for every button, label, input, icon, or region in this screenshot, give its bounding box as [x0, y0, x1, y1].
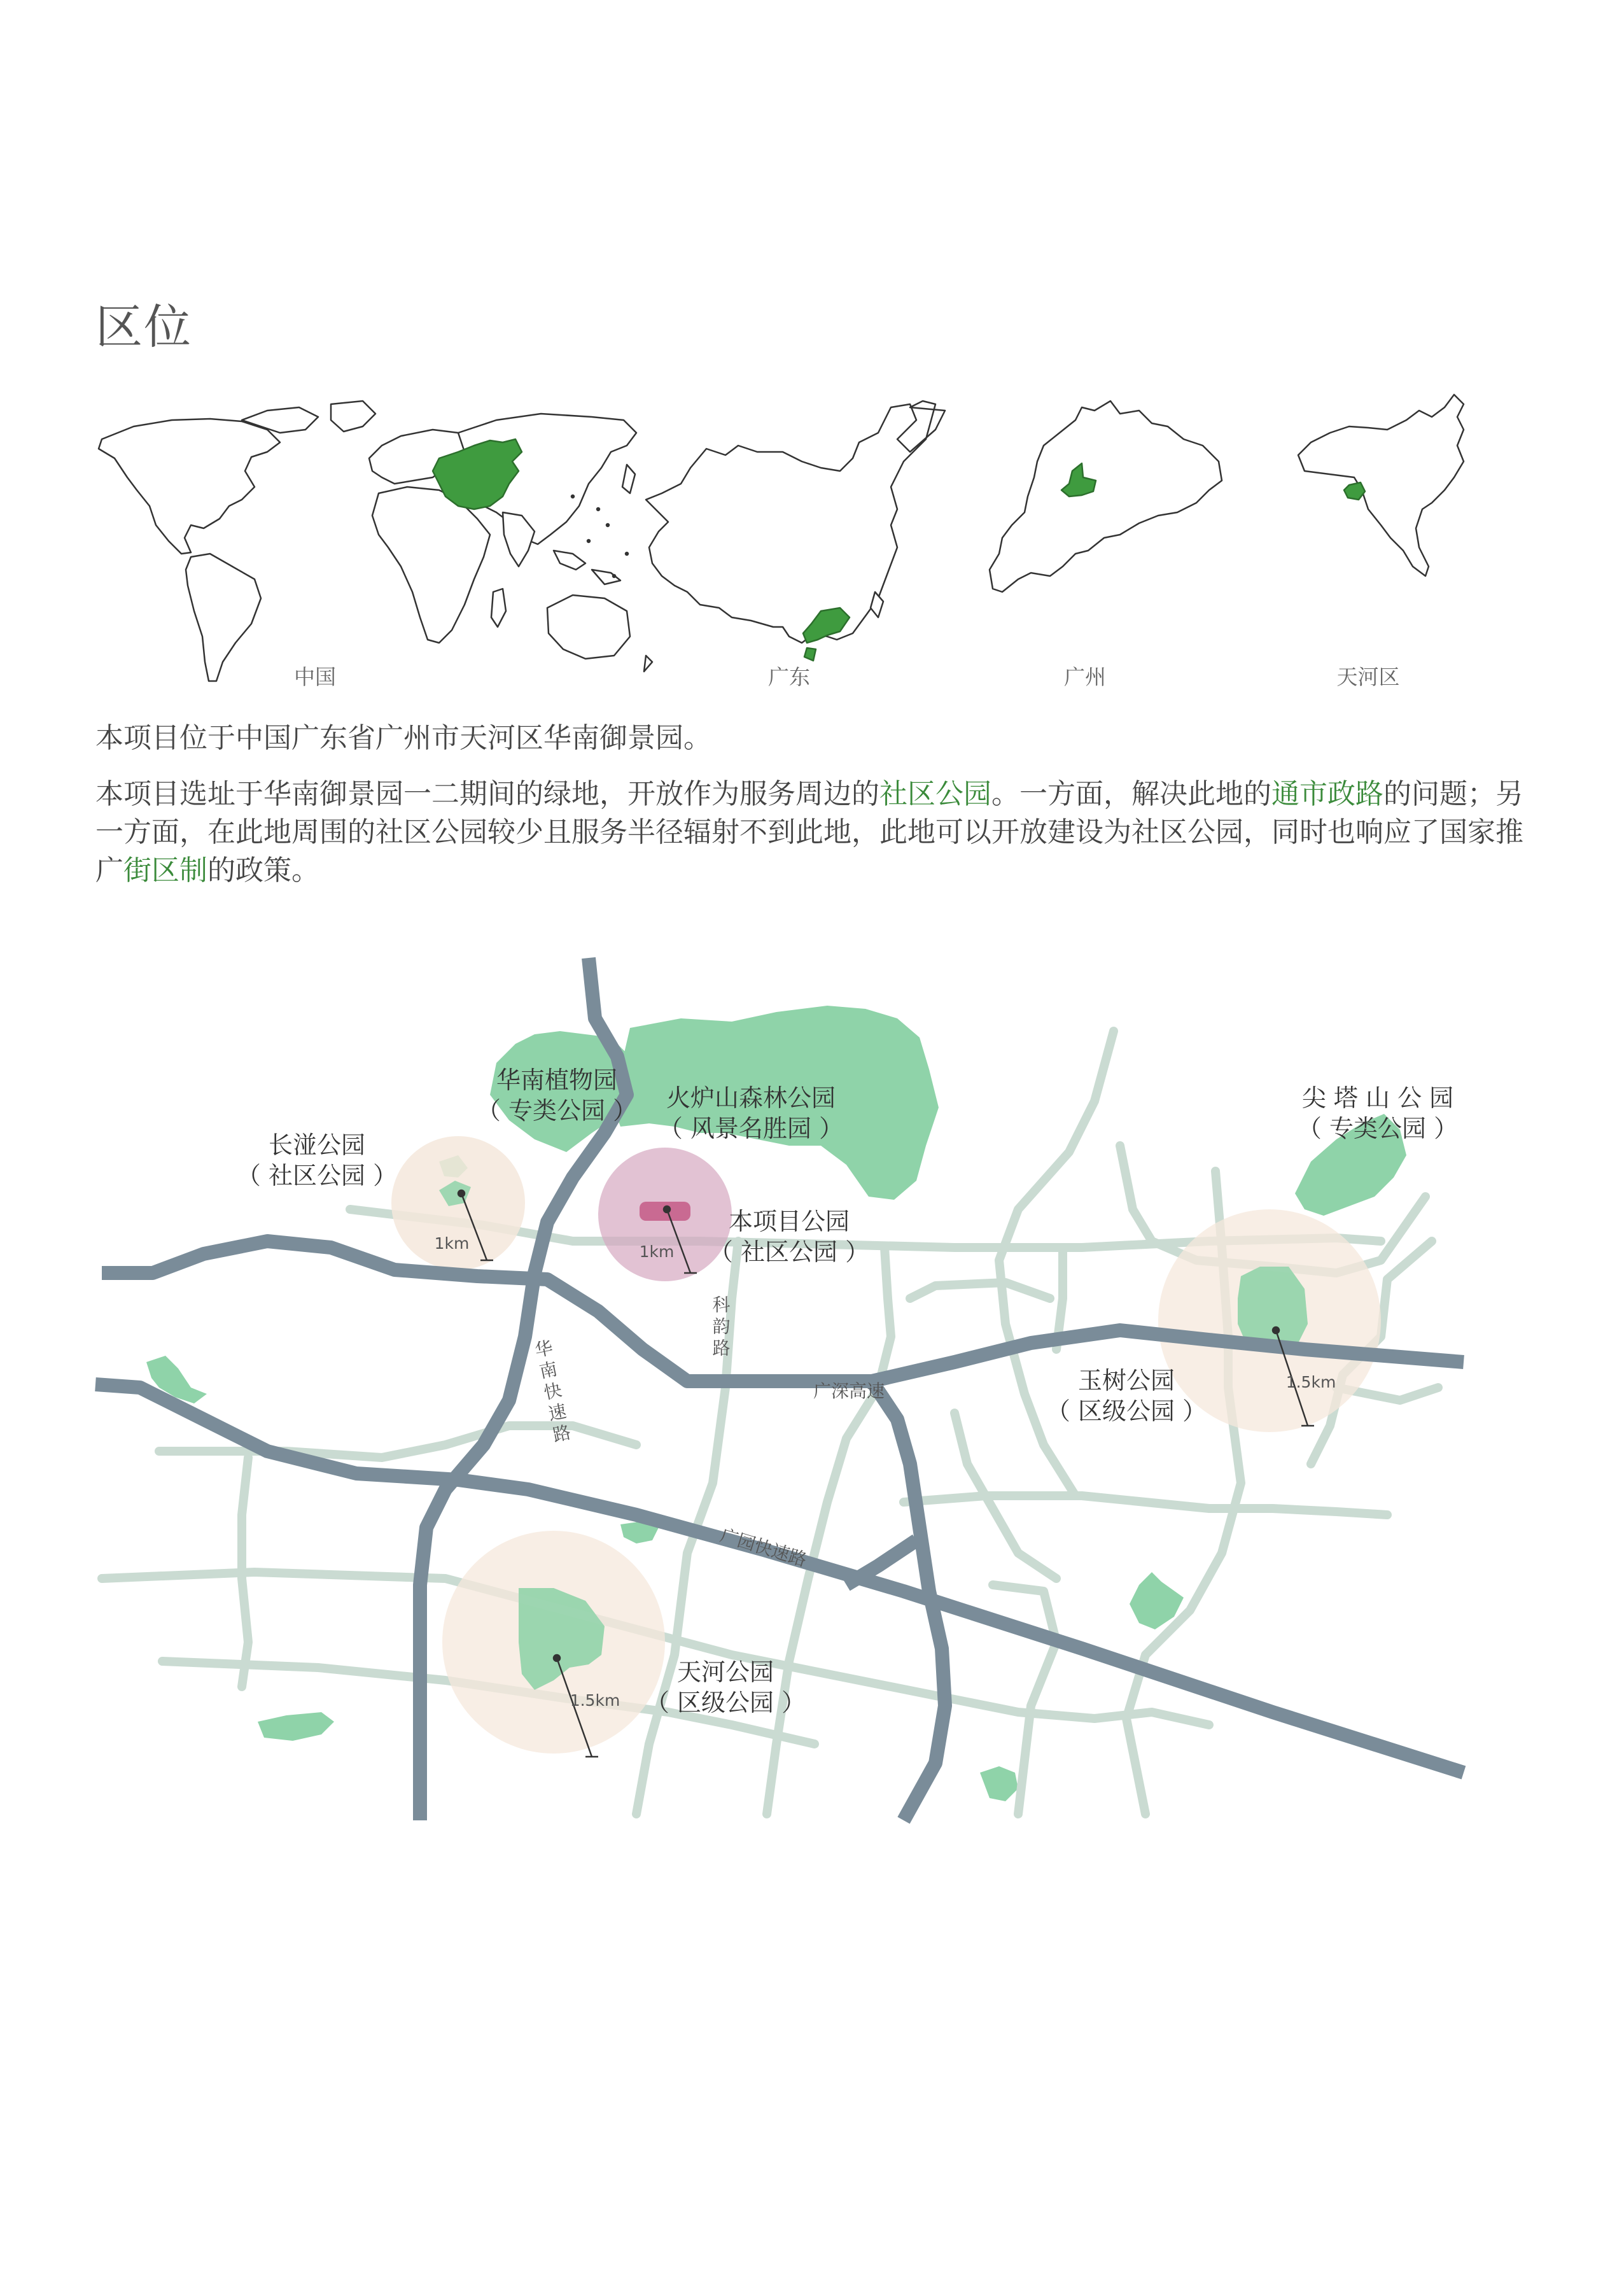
label-huolushan-name: 火炉山森林公园	[666, 1084, 836, 1112]
radius-label-tianhe: 1.5km	[570, 1691, 620, 1710]
site-context-map	[0, 942, 1624, 1846]
highlight-municipal-road: 通市政路	[1271, 778, 1383, 810]
label-yushu-name: 玉树公园	[1077, 1367, 1175, 1395]
label-project-type: （ 社区公园 ）	[708, 1238, 870, 1266]
intro-text: 本项目位于中国广东省广州市天河区华南御景园。	[95, 722, 711, 754]
description-segment: 。一方面，解决此地的	[991, 778, 1271, 810]
label-huolushan-type: （ 风景名胜园 ）	[658, 1114, 844, 1143]
road-label-huanan: 华南快速路	[530, 1337, 574, 1448]
china-map	[646, 401, 945, 661]
road-label-guangshen: 广深高速	[813, 1381, 885, 1402]
location-maps	[0, 382, 1624, 713]
caption-guangzhou: 广州	[1064, 664, 1106, 689]
radius-label-changban: 1km	[434, 1234, 470, 1253]
caption-guangdong: 广东	[768, 664, 810, 689]
label-changban-name: 长湴公园	[268, 1131, 366, 1159]
label-jiantashan-type: （ 专类公园 ）	[1297, 1114, 1459, 1143]
world-map	[99, 401, 652, 681]
caption-china: 中国	[294, 664, 336, 689]
description-text	[95, 775, 1534, 890]
label-tianhe-type: （ 区级公园 ）	[645, 1689, 806, 1717]
guangdong-map	[990, 401, 1222, 592]
highlight-block-system: 街区制	[123, 854, 207, 887]
radius-label-yushu: 1.5km	[1285, 1373, 1336, 1391]
label-huanan-botanical-type: （ 专类公园 ）	[476, 1097, 638, 1125]
description-segment: 本项目选址于华南御景园一二期间的绿地，开放作为服务周边的	[95, 778, 879, 810]
caption-tianhe: 天河区	[1336, 664, 1400, 689]
label-jiantashan-name: 尖 塔 山 公 园	[1301, 1084, 1454, 1112]
label-project-name: 本项目公园	[728, 1207, 850, 1235]
road-label-keyun: 科韵路	[710, 1295, 731, 1360]
radius-label-project: 1km	[639, 1242, 675, 1261]
label-huanan-botanical-name: 华南植物园	[496, 1066, 618, 1094]
page-title: 区位	[95, 300, 192, 355]
road-secondary-north	[872, 1381, 945, 1820]
description-segment: 的政策。	[207, 854, 319, 887]
highlight-community-park: 社区公园	[879, 778, 991, 810]
label-tianhe-name: 天河公园	[676, 1658, 774, 1686]
road-label-guangyuan: 广园快速路	[717, 1524, 809, 1571]
description-segment: 的问题；另一方面，在此地周围的社区公园较少且服务半径辐射不到此地，此地可以开放建设为社区公园，同时也响应了国家推广	[95, 778, 1523, 887]
tianhe-map	[1298, 395, 1464, 576]
label-yushu-type: （ 区级公园 ）	[1046, 1397, 1207, 1425]
label-changban-type: （ 社区公园 ）	[236, 1162, 398, 1190]
